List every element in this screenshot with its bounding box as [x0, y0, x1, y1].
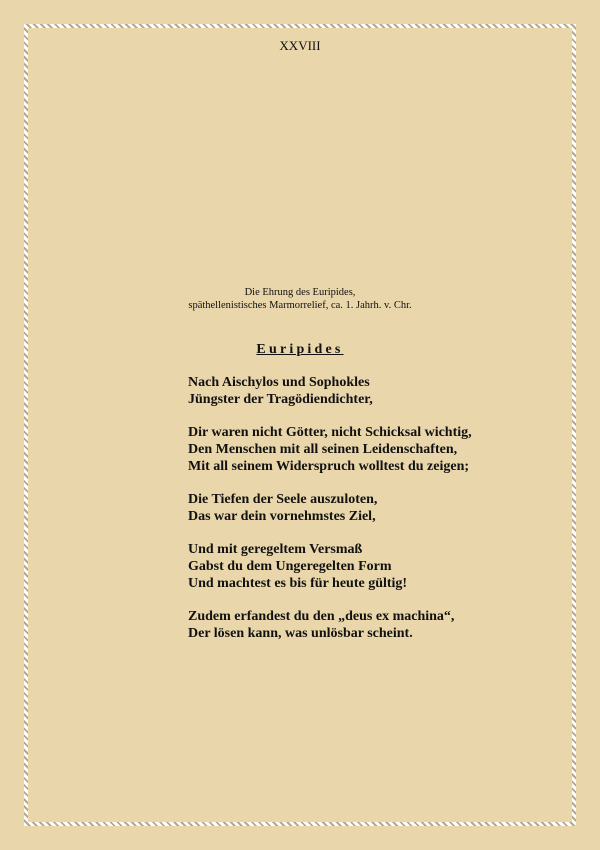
poem-body	[188, 374, 578, 658]
stanza-4	[188, 541, 578, 592]
poem-line: Den Menschen mit all seinen Leidenschaften,	[188, 442, 458, 457]
stanza-3	[188, 491, 578, 525]
poem-line: Gabst du dem Ungeregelten Form	[188, 559, 392, 574]
caption-line-1: Die Ehrung des Euripides,	[244, 287, 356, 298]
poem-line: Mit all seinem Widerspruch wolltest du zeigen;	[188, 459, 470, 474]
caption-line-2: späthellenistisches Marmorrelief, ca. 1. Jahrh. v. Chr.	[188, 300, 412, 311]
image-caption	[0, 286, 600, 312]
stanza-5	[188, 608, 578, 642]
poem-line: Die Tiefen der Seele auszuloten,	[188, 492, 378, 507]
poem-line: Nach Aischylos und Sophokles	[188, 375, 370, 390]
poem-line: Dir waren nicht Götter, nicht Schicksal wichtig,	[188, 425, 472, 440]
poem-line: Zudem erfandest du den „deus ex machina“,	[188, 609, 455, 624]
stanza-2	[188, 424, 578, 475]
poem-line: Das war dein vornehmstes Ziel,	[188, 509, 376, 524]
poem-title: Euripides	[256, 342, 344, 357]
poem-line: Der lösen kann, was unlösbar scheint.	[188, 626, 413, 641]
page-number: XXVIII	[279, 38, 321, 53]
poem-line: Jüngster der Tragödiendichter,	[188, 392, 373, 407]
stanza-1	[188, 374, 578, 408]
poem-line: Und machtest es bis für heute gültig!	[188, 576, 408, 591]
poem-line: Und mit geregeltem Versmaß	[188, 542, 363, 557]
